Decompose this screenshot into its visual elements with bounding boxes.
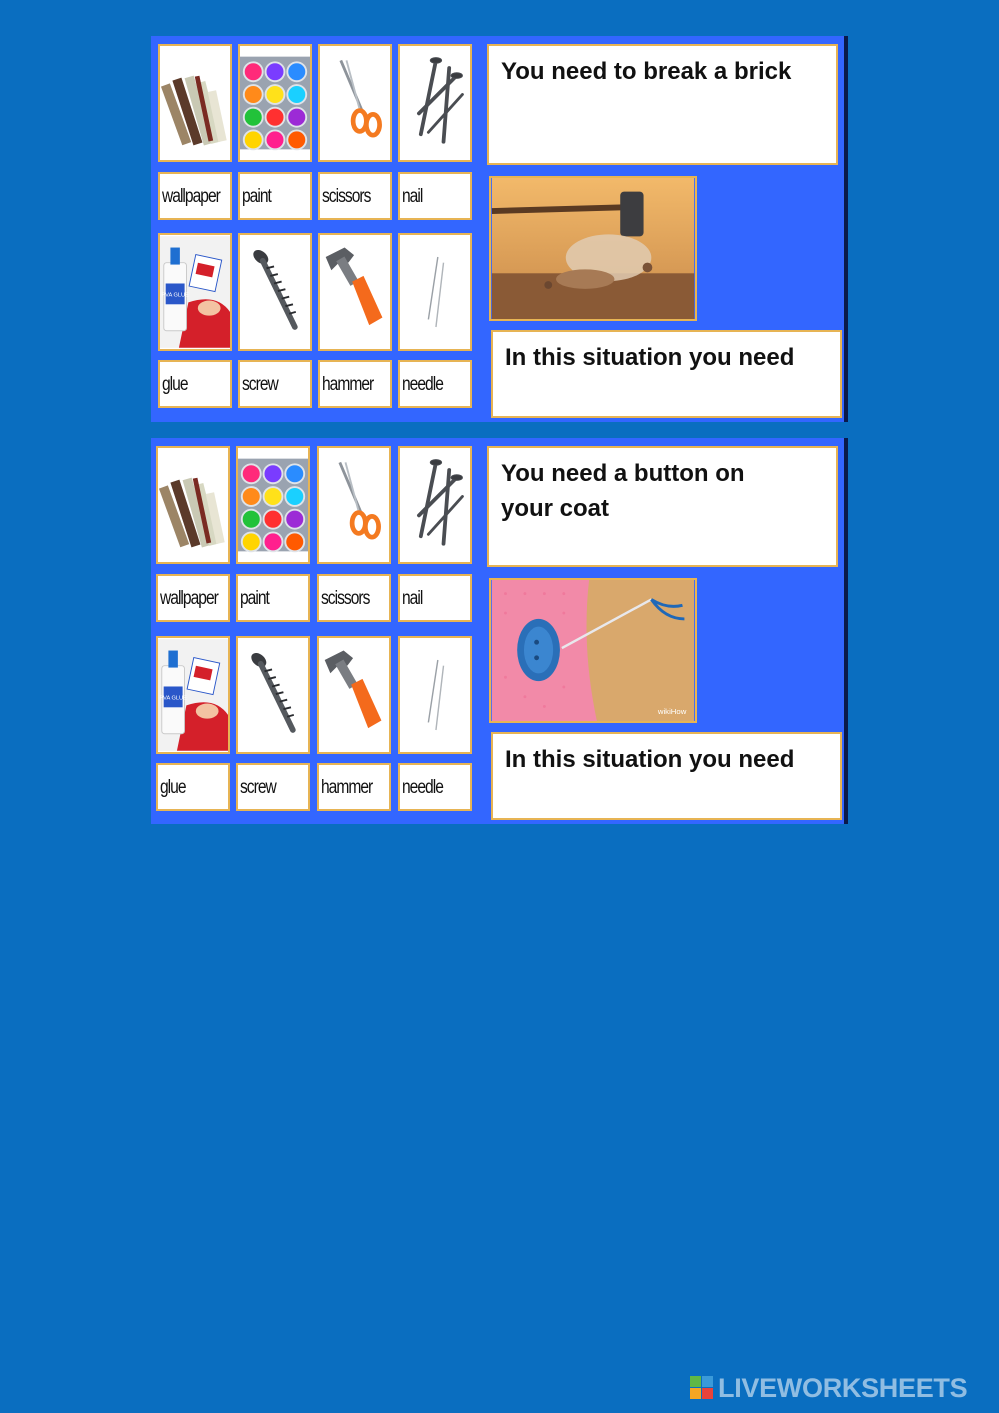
screw-picture xyxy=(238,233,312,351)
needle-picture xyxy=(398,636,472,754)
label-nail[interactable] xyxy=(398,574,472,622)
label-hammer[interactable] xyxy=(318,360,392,408)
label-wallpaper[interactable] xyxy=(158,172,232,220)
label-text: needle xyxy=(402,374,443,395)
exercise-card-1 xyxy=(151,36,848,422)
answer-prompt: In this situation you need xyxy=(505,746,795,773)
label-text: wallpaper xyxy=(162,186,220,207)
label-text: nail xyxy=(402,186,423,207)
answer-box[interactable] xyxy=(491,330,842,418)
exercise-card-2 xyxy=(151,438,848,824)
scissors-picture xyxy=(317,446,391,564)
label-text: glue xyxy=(162,374,188,395)
label-wallpaper[interactable] xyxy=(156,574,230,622)
label-text: screw xyxy=(242,374,278,395)
label-text: wallpaper xyxy=(160,588,218,609)
label-paint[interactable] xyxy=(238,172,312,220)
glue-bottle-text: PVA GLUE xyxy=(159,695,187,702)
question-text: You need a button on your coat xyxy=(501,460,745,522)
label-scissors[interactable] xyxy=(318,172,392,220)
label-text: scissors xyxy=(322,186,371,207)
wallpaper-picture xyxy=(156,446,230,564)
scissors-picture xyxy=(318,44,392,162)
label-nail[interactable] xyxy=(398,172,472,220)
label-text: nail xyxy=(402,588,423,609)
label-text: hammer xyxy=(322,374,374,395)
needle-picture xyxy=(398,233,472,351)
label-text: hammer xyxy=(321,777,373,798)
paint-picture xyxy=(236,446,310,564)
label-text: paint xyxy=(240,588,269,609)
label-needle[interactable] xyxy=(398,763,472,811)
label-glue[interactable] xyxy=(158,360,232,408)
glue-picture xyxy=(156,636,230,754)
needle-sewing-button-photo xyxy=(489,578,697,723)
brand-name: LIVEWORKSHEETS xyxy=(718,1372,968,1403)
label-needle[interactable] xyxy=(398,360,472,408)
hammer-picture xyxy=(318,233,392,351)
liveworksheets-logo-icon xyxy=(690,1376,714,1400)
label-hammer[interactable] xyxy=(317,763,391,811)
glue-bottle-text: PVA GLUE xyxy=(161,292,189,299)
label-text: needle xyxy=(402,777,443,798)
label-text: scissors xyxy=(321,588,370,609)
label-text: glue xyxy=(160,777,186,798)
nail-picture xyxy=(398,446,472,564)
wallpaper-picture xyxy=(158,44,232,162)
paint-picture xyxy=(238,44,312,162)
footer-brand xyxy=(690,1372,967,1404)
glue-picture xyxy=(158,233,232,351)
question-box xyxy=(487,446,838,567)
answer-box[interactable] xyxy=(491,732,842,820)
label-text: screw xyxy=(240,777,276,798)
hammer-smashing-brick-photo xyxy=(489,176,697,321)
label-glue[interactable] xyxy=(156,763,230,811)
label-text: paint xyxy=(242,186,271,207)
label-scissors[interactable] xyxy=(317,574,391,622)
question-text: You need to break a brick xyxy=(501,58,792,85)
question-box xyxy=(487,44,838,165)
photo-watermark: wikiHow xyxy=(657,707,687,717)
answer-prompt: In this situation you need xyxy=(505,344,795,371)
hammer-picture xyxy=(317,636,391,754)
label-screw[interactable] xyxy=(236,763,310,811)
nail-picture xyxy=(398,44,472,162)
label-paint[interactable] xyxy=(236,574,310,622)
screw-picture xyxy=(236,636,310,754)
label-screw[interactable] xyxy=(238,360,312,408)
